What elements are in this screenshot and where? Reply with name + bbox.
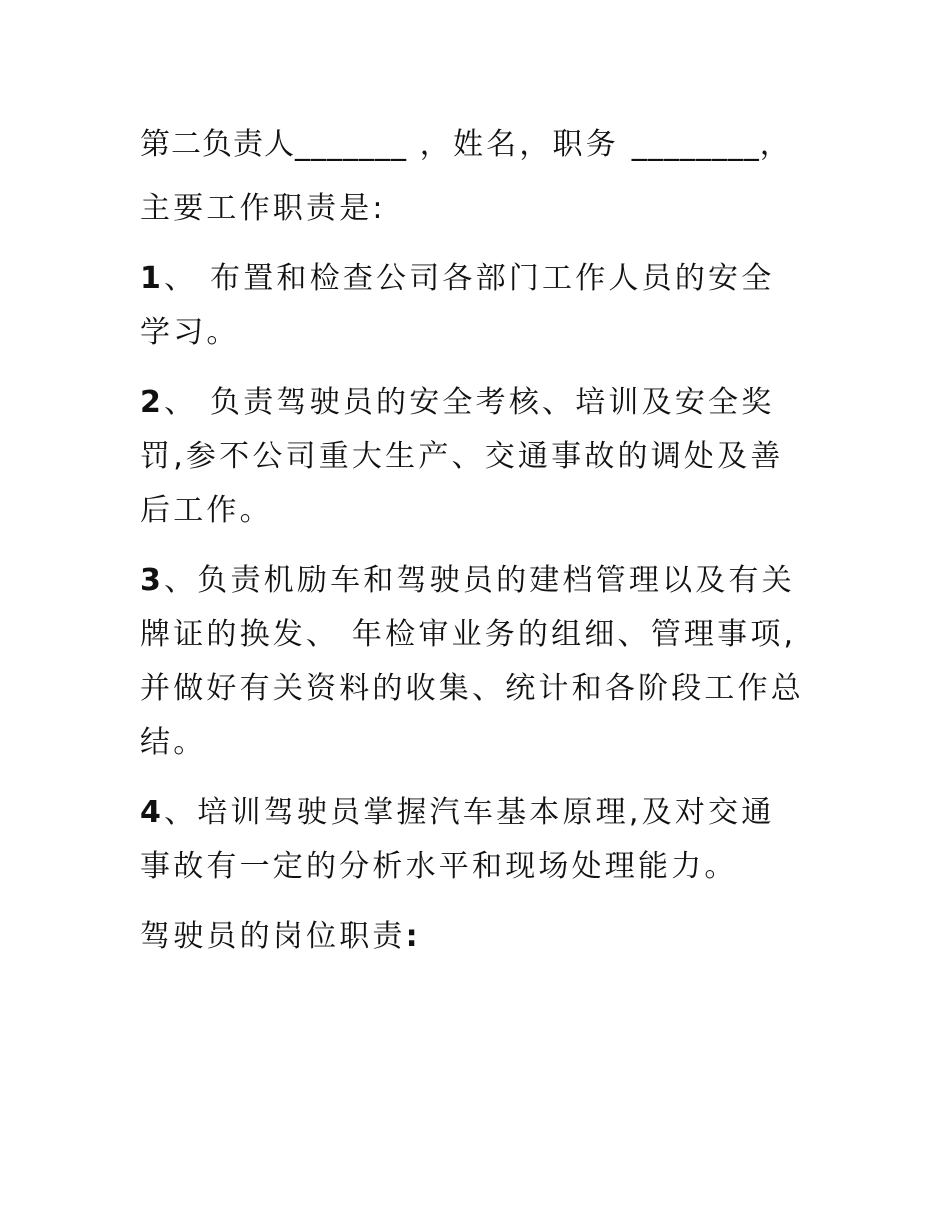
- responsible-person-line: [140, 118, 805, 172]
- duty-item-1: [140, 252, 805, 360]
- duty-item-4-text: 、培训驾驶员掌握汽车基本原理,及对交通事故有一定的分析水平和现场处理能力。: [140, 795, 775, 884]
- duty-item-2: [140, 376, 805, 538]
- duties-intro: 主要工作职责是:: [140, 191, 386, 226]
- position-blank: ________，: [631, 127, 791, 162]
- duty-item-4-number: 4: [140, 795, 165, 830]
- duty-item-4: [140, 786, 805, 894]
- driver-duties-heading-text: 驾驶员的岗位职责: [140, 919, 406, 954]
- duty-item-3: [140, 554, 805, 770]
- duty-item-1-number: 1: [140, 261, 165, 296]
- duty-item-1-text: 、 布置和检查公司各部门工作人员的安全学习。: [140, 261, 775, 350]
- duty-item-3-text: 、负责机励车和驾驶员的建档管理以及有关牌证的换发、 年检审业务的组细、管理事项,并做好有关资料的收集、统计和各阶段工作总结。: [140, 563, 804, 760]
- driver-duties-heading-colon: :: [405, 919, 421, 954]
- duty-item-3-number: 3: [140, 563, 165, 598]
- name-position-label: ，姓名，职务: [419, 127, 619, 162]
- document-page: [140, 118, 805, 980]
- duty-item-2-text: 、 负责驾驶员的安全考核、培训及安全奖罚,参不公司重大生产、交通事故的调处及善后工作。: [140, 385, 784, 528]
- driver-duties-heading: [140, 910, 805, 964]
- second-responsible-label: 第二负责人_______: [140, 127, 407, 162]
- duty-item-2-number: 2: [140, 385, 165, 420]
